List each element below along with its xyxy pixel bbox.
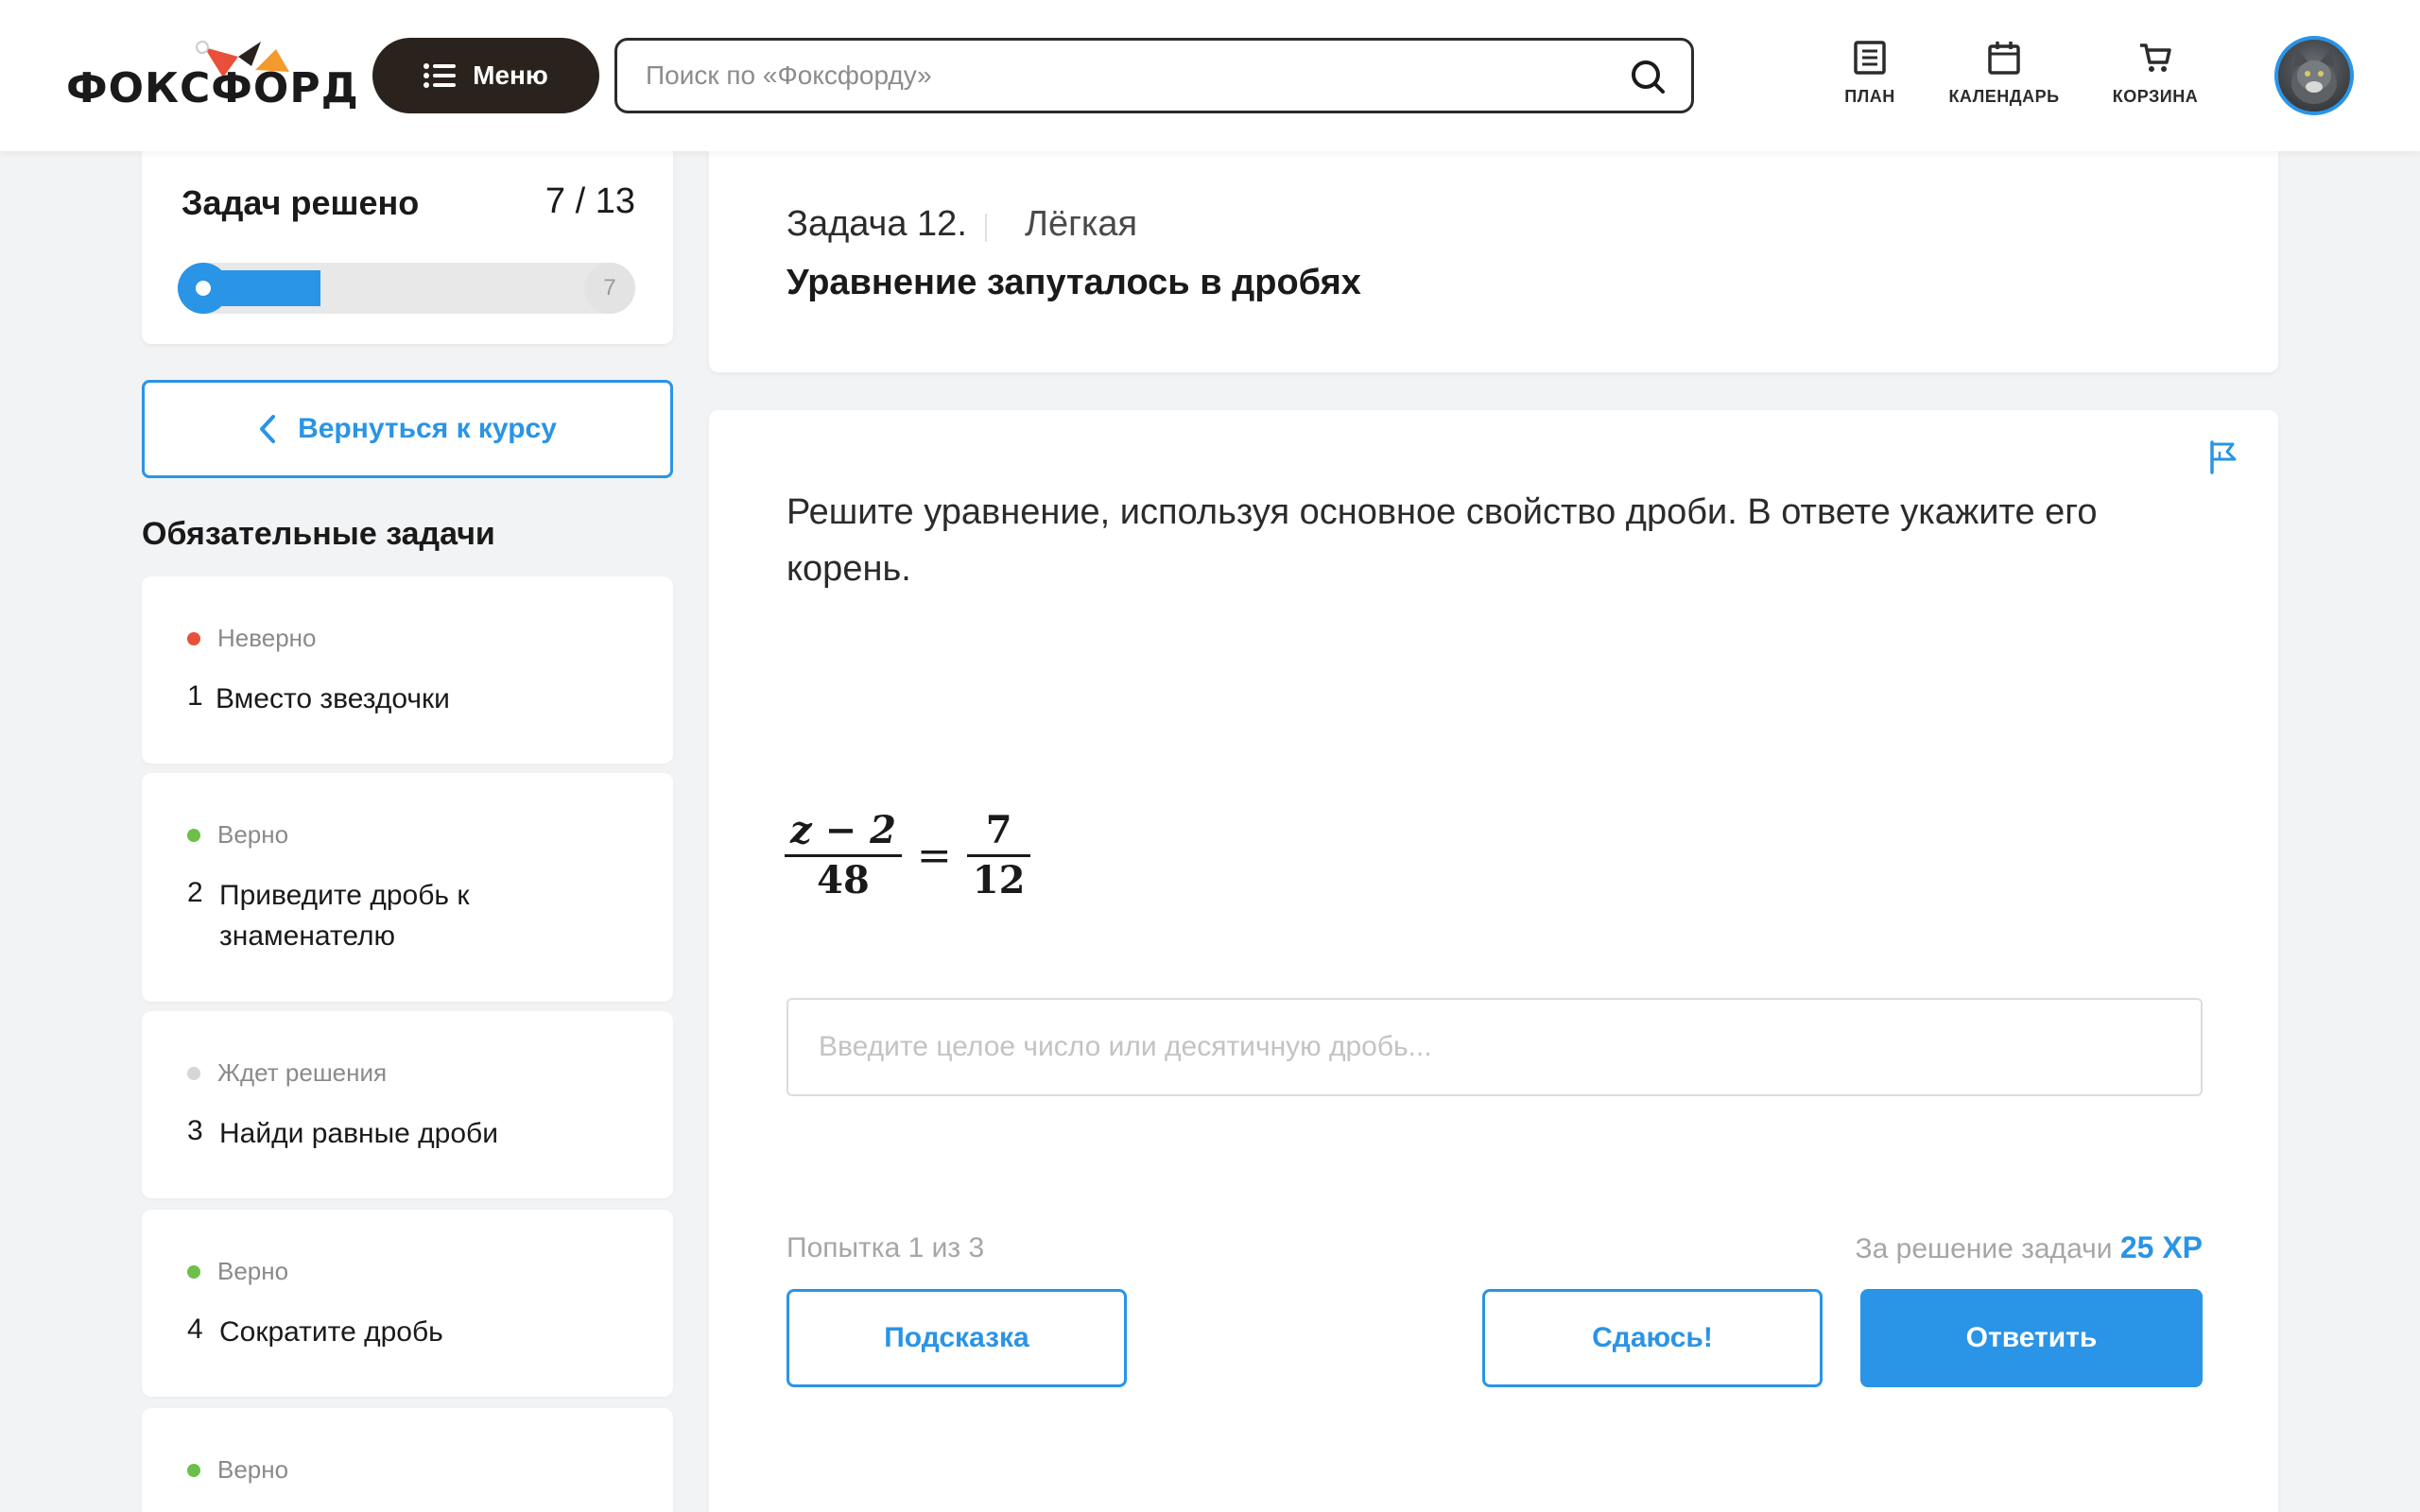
task-name: Вместо звездочки <box>216 683 450 714</box>
divider <box>985 214 987 242</box>
task-number: 2 <box>187 877 203 908</box>
difficulty-label: Лёгкая <box>1025 204 1138 244</box>
task-list-item[interactable] <box>142 1011 673 1198</box>
xp-reward <box>1856 1230 2203 1265</box>
top-header <box>0 0 2420 151</box>
left-fraction <box>785 807 902 904</box>
task-status <box>187 1455 288 1485</box>
nav-calendar-label: КАЛЕНДАРЬ <box>1948 87 2060 106</box>
task-status-label: Верно <box>217 1257 289 1285</box>
answer-input[interactable] <box>786 998 2203 1096</box>
right-numerator: 7 <box>985 808 1012 852</box>
task-status <box>187 1257 288 1286</box>
task-number: 3 <box>187 1115 203 1146</box>
task-number: 4 <box>187 1314 203 1345</box>
task-number: 1 <box>187 680 203 712</box>
task-header-card <box>709 151 2278 372</box>
task-status-label: Верно <box>217 820 289 849</box>
xp-label: За решение задачи <box>1855 1233 2113 1264</box>
nav-plan[interactable] <box>1804 40 1936 115</box>
progress-title: Задач решено <box>182 183 420 222</box>
equation <box>785 807 1030 904</box>
submit-label: Ответить <box>1965 1322 2098 1353</box>
task-status-label: Неверно <box>217 624 317 652</box>
status-dot <box>187 829 200 842</box>
task-status <box>187 624 317 653</box>
search-input[interactable] <box>646 41 1591 111</box>
chevron-left-icon <box>258 414 277 444</box>
plan-icon <box>1852 40 1888 76</box>
attempt-counter: Попытка 1 из 3 <box>786 1232 985 1263</box>
cart-icon <box>2137 40 2173 76</box>
task-status-label: Ждет решения <box>217 1058 388 1087</box>
right-fraction <box>967 807 1031 904</box>
avatar-cat-icon <box>2278 40 2350 112</box>
nav-plan-label: ПЛАН <box>1844 87 1895 106</box>
nav-calendar[interactable] <box>1938 40 2070 115</box>
nav-cart[interactable] <box>2089 40 2221 115</box>
task-status <box>187 1058 387 1088</box>
xp-value: 25 XP <box>2119 1230 2203 1264</box>
progress-start-dot <box>178 263 229 314</box>
task-description: Решите уравнение, используя основное свойство дроби. В ответе укажите его корень. <box>786 492 2098 589</box>
task-status <box>187 820 288 850</box>
status-dot <box>187 632 200 645</box>
task-name: Сократите дробь <box>219 1316 443 1348</box>
task-name: Найди равные дроби <box>219 1118 498 1149</box>
search-box <box>614 38 1694 113</box>
submit-answer-button[interactable] <box>1860 1289 2203 1387</box>
task-list-item[interactable] <box>142 773 673 1002</box>
progress-card <box>142 151 673 344</box>
task-body-card <box>709 410 2278 1512</box>
hint-label: Подсказка <box>884 1322 1029 1353</box>
section-title: Обязательные задачи <box>142 516 495 552</box>
calendar-icon <box>1986 40 2022 76</box>
give-up-button[interactable] <box>1482 1289 1823 1387</box>
nav-cart-label: КОРЗИНА <box>2112 87 2199 106</box>
foxford-logo[interactable] <box>66 38 359 113</box>
equals-sign: = <box>916 832 952 880</box>
task-list-item[interactable] <box>142 576 673 764</box>
task-status-label: Верно <box>217 1455 289 1484</box>
task-name: Приведите дробь к знаменателю <box>219 880 470 952</box>
menu-label: Меню <box>473 60 548 90</box>
task-list-item[interactable] <box>142 1408 673 1512</box>
status-dot <box>187 1464 200 1477</box>
menu-button[interactable] <box>372 38 599 113</box>
search-icon[interactable] <box>1629 58 1667 95</box>
progress-count: 7 / 13 <box>544 181 635 221</box>
report-flag-icon[interactable] <box>2204 438 2242 476</box>
task-title: Уравнение запуталось в дробях <box>786 263 1361 302</box>
left-numerator: z − 2 <box>790 808 896 852</box>
hint-button[interactable] <box>786 1289 1127 1387</box>
task-list-item[interactable] <box>142 1210 673 1397</box>
progress-end-marker: 7 <box>584 263 635 314</box>
back-label: Вернуться к курсу <box>298 413 557 444</box>
logo-text: ФОКСФОРД <box>66 64 359 112</box>
menu-list-icon <box>424 62 456 89</box>
progress-bar <box>178 263 635 314</box>
task-number-label: Задача 12. <box>786 204 967 244</box>
left-denominator: 48 <box>817 858 870 902</box>
user-avatar[interactable] <box>2274 36 2354 115</box>
back-to-course-button[interactable] <box>142 380 673 478</box>
status-dot <box>187 1265 200 1279</box>
status-dot <box>187 1067 200 1080</box>
give-up-label: Сдаюсь! <box>1592 1322 1713 1353</box>
right-denominator: 12 <box>972 858 1026 902</box>
